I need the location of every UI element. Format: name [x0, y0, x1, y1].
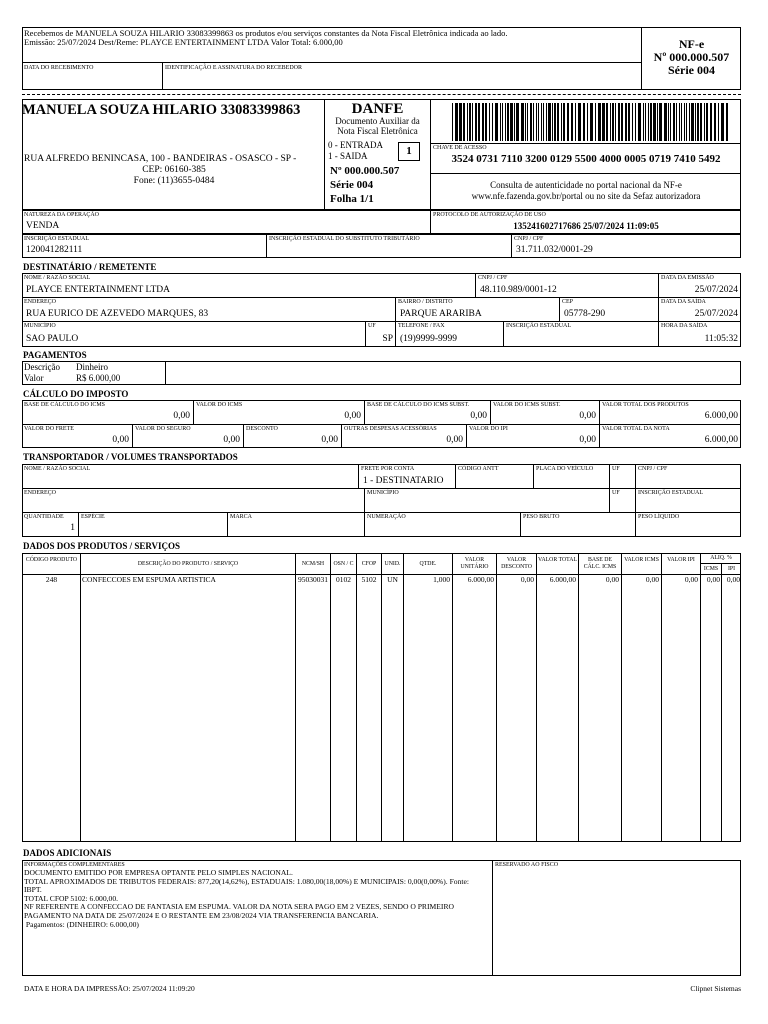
barcode-bar [691, 103, 694, 141]
barcode-bar [530, 103, 532, 141]
danfe-title: DANFE [351, 101, 404, 117]
recipient-name-label: NOME / RAZÃO SOCIAL [24, 275, 91, 281]
barcode-bar [587, 103, 588, 141]
barcode-bar [543, 103, 544, 141]
barcode-bar [686, 103, 687, 141]
barcode-bar [657, 103, 658, 141]
barcode-bar [606, 103, 608, 141]
row-code: 248 [45, 575, 58, 584]
barcode-bar [638, 103, 641, 141]
barcode-bar [557, 103, 559, 141]
row-icms-value: 0,00 [645, 575, 659, 584]
invoice-total: 6.000,00 [704, 435, 738, 445]
barcode-bar [704, 103, 705, 141]
volume-numbering-label: NUMERAÇÃO [367, 514, 406, 520]
complementary-info-line: TOTAL CFOP 5102: 6.000,00. [24, 893, 119, 903]
recipient-phone: (19)9999-9999 [400, 334, 457, 344]
barcode-bar [541, 103, 542, 141]
barcode-bar [670, 103, 671, 141]
danfe-series: Série 004 [330, 179, 374, 191]
print-datetime: DATA E HORA DA IMPRESSÃO: 25/07/2024 11:09:20 [24, 984, 195, 993]
barcode-bar [525, 103, 526, 141]
row-discount: 0,00 [520, 575, 534, 584]
col-code: CÓDIGO PRODUTO [25, 557, 78, 563]
barcode-bar [697, 103, 699, 141]
recipient-uf-label: UF [368, 323, 376, 329]
barcode-bar [590, 103, 593, 141]
state-registration-value: 120041282111 [26, 245, 83, 255]
exit-date: 25/07/2024 [694, 309, 738, 319]
recipient-cnpj: 48.110.989/0001-12 [480, 285, 557, 295]
row-unit-value: 6.000,00 [467, 575, 494, 584]
row-osn: 0102 [336, 575, 351, 584]
col-discount: VALOR DESCONTO [501, 557, 532, 570]
recipient-ie-label: INSCRIÇÃO ESTADUAL [506, 323, 572, 329]
discount-value: 0,00 [321, 435, 338, 445]
carrier-city-label: MUNICÍPIO [367, 490, 399, 496]
tax-section-title: CÁLCULO DO IMPOSTO [23, 389, 129, 399]
row-cfop: 5102 [361, 575, 377, 584]
barcode-bar [467, 103, 468, 141]
barcode-bar [533, 103, 534, 141]
barcode-bar [527, 103, 528, 141]
barcode-bar [554, 103, 556, 141]
barcode-bar [645, 103, 646, 141]
state-registration-label: INSCRIÇÃO ESTADUAL [24, 236, 90, 242]
barcode-bar [668, 103, 669, 141]
barcode-bar [492, 103, 493, 141]
barcode-bar [583, 103, 585, 141]
volume-brand-label: MARCA [230, 514, 253, 520]
row-ncm: 95030031 [298, 575, 328, 584]
barcode-bar [659, 103, 662, 141]
invoice-total-label: VALOR TOTAL DA NOTA [602, 426, 670, 432]
ipi-value: 0,00 [579, 435, 596, 445]
col-description: DESCRIÇÃO DO PRODUTO / SERVIÇO [137, 561, 239, 567]
barcode-bar [578, 103, 581, 141]
complementary-info-line: Pagamentos: (DINHEIRO: 6.000,00) [24, 919, 139, 929]
stub-received-text: Recebemos de MANUELA SOUZA HILARIO 33083399863 os produtos e/ou serviços constantes da Nota Fiscal Eletrônica indicada ao lado. [24, 28, 508, 38]
col-total: VALOR TOTAL [538, 557, 577, 563]
icms-base-label: BASE DE CÁLCULO DO ICMS [24, 402, 106, 408]
receiver-signature-label: IDENTIFICAÇÃO E ASSINATURA DO RECEBEDOR [165, 65, 303, 71]
barcode-bar [475, 103, 477, 141]
row-qty: 1,000 [433, 575, 450, 584]
receipt-date-field[interactable] [24, 73, 160, 89]
complementary-info-text [24, 869, 490, 929]
exit-time: 11:05:32 [704, 334, 738, 344]
row-unit: UN [387, 575, 398, 584]
recipient-phone-label: TELEFONE / FAX [398, 323, 445, 329]
barcode-bar [695, 103, 696, 141]
operation-nature-label: NATUREZA DA OPERAÇÃO [24, 212, 100, 218]
row-description: CONFECCOES EM ESPUMA ARTISTICA [82, 575, 216, 584]
insurance-value: 0,00 [223, 435, 240, 445]
operation-nature-value: VENDA [26, 221, 60, 231]
antt-label: CÓDIGO ANTT [458, 466, 499, 472]
recipient-section-title: DESTINATÁRIO / REMETENTE [23, 262, 157, 272]
volume-qty-label: QUANTIDADE [24, 514, 64, 520]
barcode-bar [618, 103, 620, 141]
barcode-bar [714, 103, 716, 141]
barcode-bar [505, 103, 506, 141]
row-ipi-value: 0,00 [684, 575, 698, 584]
fiscal-reserved-label: RESERVADO AO FISCO [495, 862, 559, 868]
row-rate-icms: 0,00 [706, 575, 720, 584]
barcode-bar [561, 103, 562, 141]
col-qty: QTDE. [419, 561, 437, 567]
barcode-bar [673, 103, 675, 141]
freight-value: 0,00 [112, 435, 129, 445]
barcode-bar [489, 103, 490, 141]
barcode-bar [563, 103, 565, 141]
recipient-address: RUA EURICO DE AZEVEDO MARQUES, 83 [26, 309, 209, 319]
recipient-city: SAO PAULO [26, 334, 79, 344]
barcode-bar [459, 103, 462, 141]
plate-uf-label: UF [612, 466, 620, 472]
recipient-address-label: ENDEREÇO [24, 299, 56, 305]
payments-section-title: PAGAMENTOS [23, 350, 87, 360]
barcode-bar [548, 103, 551, 141]
issuer-phone: Fone: (11)3655-0484 [133, 176, 215, 186]
recipient-name: PLAYCE ENTERTAINMENT LTDA [26, 285, 170, 295]
barcode-bar [643, 103, 644, 141]
stub-summary-text: Emissão: 25/07/2024 Dest/Reme: PLAYCE ENTERTAINMENT LTDA Valor Total: 6.000,00 [24, 37, 343, 47]
barcode-bar [635, 103, 636, 141]
barcode-bar [500, 103, 501, 141]
additional-data-section-title: DADOS ADICIONAIS [23, 848, 112, 858]
products-section-title: DADOS DOS PRODUTOS / SERVIÇOS [23, 541, 181, 551]
danfe-number: Nº 000.000.507 [330, 165, 400, 177]
barcode-bar [552, 103, 553, 141]
barcode-bar [684, 103, 685, 141]
barcode-bar [721, 103, 724, 141]
exit-option: 1 - SAIDA [328, 151, 368, 161]
recipient-uf: SP [382, 334, 393, 344]
cut-line [22, 94, 741, 95]
issuer-address: RUA ALFREDO BENINCASA, 100 - BANDEIRAS - OSASCO - SP - [24, 154, 297, 164]
plate-label: PLACA DO VEÍCULO [536, 466, 594, 472]
barcode-bar [567, 103, 569, 141]
complementary-info-label: INFORMAÇÕES COMPLEMENTARES [24, 862, 125, 868]
col-unit: UNID. [384, 561, 401, 567]
barcode-bar [710, 103, 712, 141]
barcode-bar [598, 103, 601, 141]
complementary-info-line: PAGAMENTO NA DATA DE 25/07/2024 E O RESTANTE EM 23/08/2024 VIA TRANSFERENCIA BANCARIA. [24, 910, 379, 920]
stub-nfe-number: Nº 000.000.507 [653, 50, 730, 64]
products-total: 6.000,00 [704, 411, 738, 421]
barcode-bar [653, 103, 656, 141]
freight-mode: 1 - DESTINATARIO [363, 476, 444, 486]
barcode-bar [536, 103, 537, 141]
col-osn: OSN / C [333, 561, 354, 567]
col-icms-value: VALOR ICMS [624, 557, 659, 563]
freight-mode-label: FRETE POR CONTA [361, 466, 415, 472]
icms-value-label: VALOR DO ICMS [196, 402, 243, 408]
col-rate-ipi: IPI [727, 566, 736, 572]
col-ncm: NCM/SH [301, 561, 325, 567]
carrier-cnpj-label: CNPJ / CPF [638, 466, 668, 472]
carrier-section-title: TRANSPORTADOR / VOLUMES TRANSPORTADOS [23, 452, 238, 462]
gross-weight-label: PESO BRUTO [523, 514, 560, 520]
icms-st-base: 0,00 [470, 411, 487, 421]
stub-nfe-series: Série 004 [668, 63, 715, 77]
barcode-bar [514, 103, 515, 141]
issuer-cep: CEP: 06160-385 [142, 165, 206, 175]
carrier-box [22, 464, 741, 537]
danfe-subtitle-1: Documento Auxiliar da [335, 116, 420, 126]
payment-value: R$ 6.000,00 [76, 373, 121, 383]
barcode-bar [612, 103, 614, 141]
system-credit: Clipnet Sistemas [690, 984, 741, 993]
protocol-value: 135241602717686 25/07/2024 11:09:05 [513, 221, 659, 231]
icms-st-value-label: VALOR DO ICMS SUBST. [493, 402, 561, 408]
barcode-bar [507, 103, 509, 141]
barcode-bar [595, 103, 596, 141]
row-icms-base: 0,00 [605, 575, 619, 584]
barcode-bar [502, 103, 503, 141]
exit-date-label: DATA DA SAÍDA [661, 299, 706, 305]
stub-nfe-title: NF-e [678, 37, 705, 51]
barcode-bar [452, 103, 453, 141]
other-expenses-label: OUTRAS DESPESAS ACESSÓRIAS [344, 426, 437, 432]
barcode-bar [463, 103, 465, 141]
authenticity-text-1: Consulta de autenticidade no portal nacional da NF-e [490, 180, 682, 190]
row-rate-ipi: 0,00 [726, 575, 740, 584]
danfe-subtitle-2: Nota Fiscal Eletrônica [337, 126, 418, 136]
barcode-bar [664, 103, 667, 141]
icms-value: 0,00 [344, 411, 361, 421]
issue-date: 25/07/2024 [694, 285, 738, 295]
col-unit-value: VALOR UNITÁRIO [460, 557, 489, 570]
st-registration-label: INSCRIÇÃO ESTADUAL DO SUBSTITUTO TRIBUTÁRIO [269, 236, 420, 242]
access-key-label: CHAVE DE ACESSO [433, 145, 487, 151]
receiver-signature-field[interactable] [165, 73, 639, 89]
barcode-bar [700, 103, 702, 141]
net-weight-label: PESO LÍQUIDO [638, 514, 680, 520]
authenticity-text-2: www.nfe.fazenda.gov.br/portal ou no site da Sefaz autorizadora [471, 191, 701, 201]
freight-label: VALOR DO FRETE [24, 426, 74, 432]
barcode-bar [689, 103, 690, 141]
barcode-bar [510, 103, 513, 141]
barcode-bar [546, 103, 547, 141]
barcode-bar [610, 103, 611, 141]
col-rate-icms: ICMS [703, 566, 719, 572]
barcode-bar [676, 103, 677, 141]
recipient-cnpj-label: CNPJ / CPF [478, 275, 508, 281]
payment-value-label: Valor [24, 373, 44, 383]
products-total-label: VALOR TOTAL DOS PRODUTOS [602, 402, 689, 408]
barcode-bar [726, 103, 728, 141]
barcode-bar [681, 103, 682, 141]
issuer-name: MANUELA SOUZA HILARIO 33083399863 [22, 102, 301, 118]
insurance-label: VALOR DO SEGURO [135, 426, 191, 432]
protocol-label: PROTOCOLO DE AUTORIZAÇÃO DE USO [433, 212, 546, 218]
payment-description: Dinheiro [76, 362, 108, 372]
barcode-bar [706, 103, 708, 141]
barcode-bar [602, 103, 605, 141]
barcode-bar [571, 103, 573, 141]
barcode-bar [575, 103, 576, 141]
complementary-info-line: TOTAL APROXIMADOS DE TRIBUTOS FEDERAIS: 877,20(14,62%), ESTADUAIS: 1.080,00(18,00%) E MUNICIPAIS: 0,00(0,00%). Fonte: [24, 876, 469, 886]
barcode-bar [485, 103, 487, 141]
recipient-cep: 05778-290 [564, 309, 606, 319]
icms-base: 0,00 [173, 411, 190, 421]
barcode-bar [455, 103, 458, 141]
access-key-value: 3524 0731 7110 3200 0129 5500 4000 0005 0719 7410 5492 [451, 153, 721, 165]
other-expenses-value: 0,00 [446, 435, 463, 445]
barcode-bar [615, 103, 616, 141]
recipient-city-label: MUNICÍPIO [24, 323, 56, 329]
barcode-bar [516, 103, 519, 141]
barcode-bar [650, 103, 652, 141]
entry-option: 0 - ENTRADA [328, 140, 383, 150]
access-key-barcode [452, 103, 730, 141]
stub-nfe-box [642, 38, 741, 77]
icms-st-base-label: BASE DE CÁLCULO DO ICMS SUBST. [367, 402, 470, 408]
carrier-uf-label: UF [612, 490, 620, 496]
barcode-bar [478, 103, 480, 141]
table-row [22, 575, 741, 585]
payment-description-label: Descrição [24, 362, 60, 372]
col-rate: ALIQ. % [710, 555, 732, 561]
issuer-cnpj-value: 31.711.032/0001-29 [516, 245, 593, 255]
col-ipi-value: VALOR IPI [667, 557, 695, 563]
discount-label: DESCONTO [246, 426, 278, 432]
barcode-bar [621, 103, 623, 141]
barcode-bar [482, 103, 484, 141]
barcode-bar [495, 103, 498, 141]
issue-date-label: DATA DA EMISSÃO [661, 275, 714, 281]
recipient-district-label: BAIRRO / DISTRITO [398, 299, 453, 305]
icms-st-value: 0,00 [579, 411, 596, 421]
exit-time-label: HORA DA SAÍDA [661, 323, 708, 329]
row-total: 6.000,00 [549, 575, 576, 584]
recipient-cep-label: CEP [562, 299, 574, 305]
barcode-bar [469, 103, 471, 141]
recipient-district: PARQUE ARARIBA [400, 309, 482, 319]
col-cfop: CFOP [361, 561, 377, 567]
barcode-bar [521, 103, 524, 141]
barcode-bar [648, 103, 649, 141]
operation-type-box: 1 [398, 142, 420, 161]
barcode-bar [628, 103, 630, 141]
barcode-bar [679, 103, 680, 141]
carrier-name-label: NOME / RAZÃO SOCIAL [24, 466, 91, 472]
payments-box [22, 361, 741, 385]
barcode-bar [538, 103, 539, 141]
issuer-cnpj-label: CNPJ / CPF [514, 236, 544, 242]
col-icms-base: BASE DE CÁLC. ICMS [583, 557, 617, 570]
complementary-info-line: DOCUMENTO EMITIDO POR EMPRESA OPTANTE PELO SIMPLES NACIONAL. [24, 868, 293, 877]
complementary-info-line: IBPT. [24, 885, 42, 895]
ipi-label: VALOR DO IPI [469, 426, 508, 432]
volume-kind-label: ESPÉCIE [81, 514, 105, 520]
danfe-page: Folha 1/1 [330, 193, 374, 205]
receipt-date-label: DATA DO RECEBIMENTO [24, 65, 94, 71]
carrier-address-label: ENDEREÇO [24, 490, 56, 496]
barcode-bar [718, 103, 719, 141]
complementary-info-line: NF REFERENTE A CONFECCAO DE FANTASIA EM ESPUMA. VALOR DA NOTA SERA PAGO EM 2 VEZES, SENDO O PRIMEIRO [24, 902, 454, 912]
carrier-ie-label: INSCRIÇÃO ESTADUAL [638, 490, 704, 496]
barcode-bar [472, 103, 473, 141]
barcode-bar [632, 103, 633, 141]
volume-qty: 1 [70, 523, 75, 533]
barcode-bar [625, 103, 627, 141]
